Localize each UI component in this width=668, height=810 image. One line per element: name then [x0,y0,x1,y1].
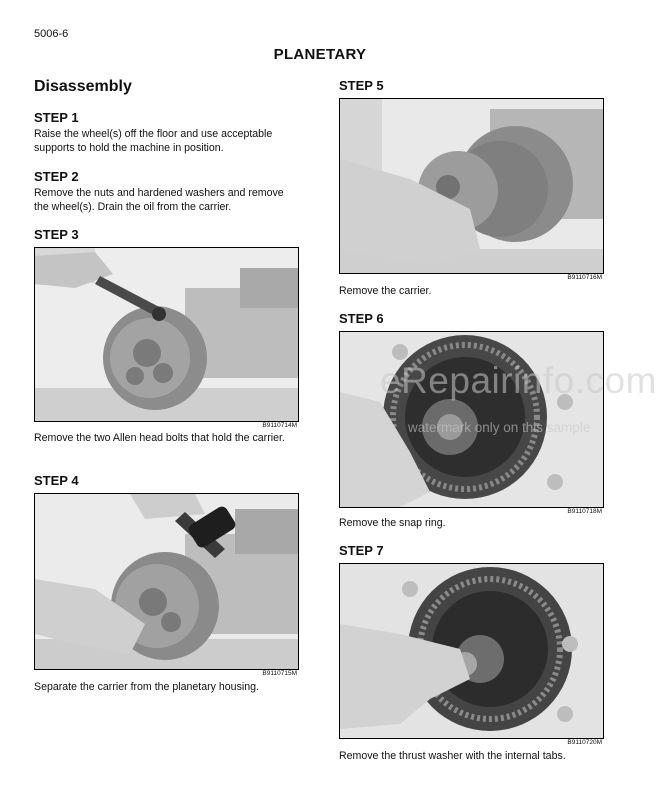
step-4-photo [34,493,299,670]
step-1-label: STEP 1 [34,110,79,125]
step-2-label: STEP 2 [34,169,79,184]
step-3-figure-code: B9110714M [262,422,297,429]
step-7-caption: Remove the thrust washer with the internal tabs. [339,750,566,762]
step-5-photo [339,98,604,274]
section-title: PLANETARY [273,46,367,63]
step-3-photo [34,247,299,422]
step-3-caption: Remove the two Allen head bolts that hold the carrier. [34,432,285,444]
step-5-label: STEP 5 [339,78,384,93]
step-1-text: Raise the wheel(s) off the floor and use acceptable supports to hold the machine in position. [34,128,273,154]
step-6-figure-code: B9110718M [567,508,602,515]
step-4-label: STEP 4 [34,473,79,488]
watermark-site: eRepairinfo.com [380,360,657,401]
step-7-figure-code: B9110720M [567,739,602,746]
step-5-figure-code: B9110716M [567,274,602,281]
disassembly-heading: Disassembly [34,78,132,95]
step-5-caption: Remove the carrier. [339,285,432,297]
step-4-caption: Separate the carrier from the planetary housing. [34,681,259,693]
step-6-caption: Remove the snap ring. [339,517,446,529]
page-number: 5006-6 [34,28,69,40]
watermark-note: watermark only on this sample [408,420,591,435]
step-7-photo [339,563,604,739]
step-7-label: STEP 7 [339,543,384,558]
step-4-figure-code: B9110715M [262,670,297,677]
step-2-text: Remove the nuts and hardened washers and remove the wheel(s). Drain the oil from the carrier. [34,187,284,213]
step-6-label: STEP 6 [339,311,384,326]
step-3-label: STEP 3 [34,227,79,242]
